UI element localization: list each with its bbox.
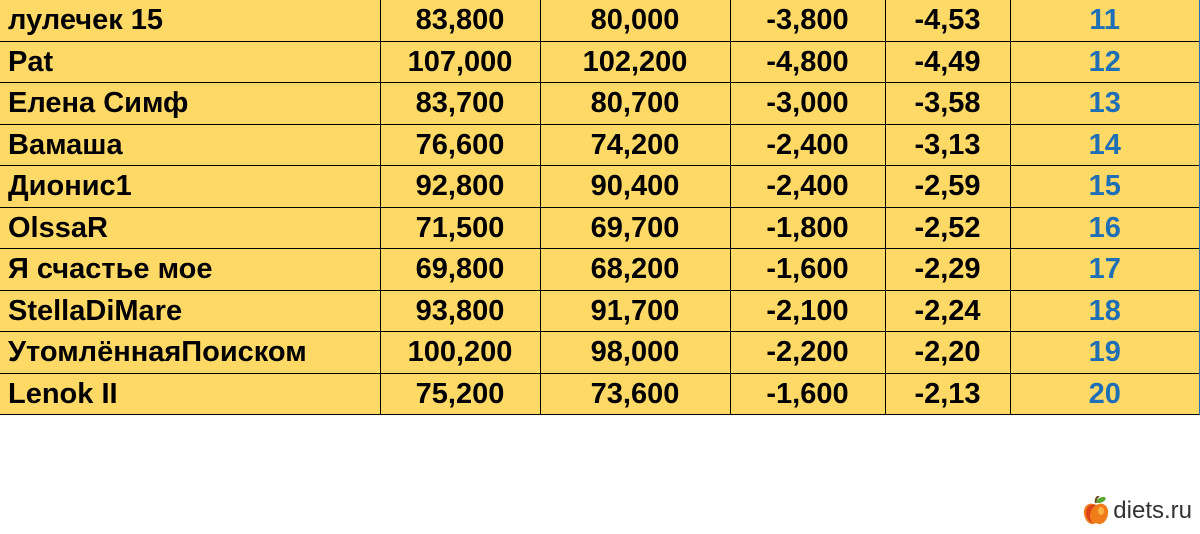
start-weight: 83,800 [380,0,540,41]
participant-name: Дионис1 [0,166,380,208]
current-weight: 102,200 [540,41,730,83]
weight-difference: -4,800 [730,41,885,83]
percent-change: -2,52 [885,207,1010,249]
current-weight: 90,400 [540,166,730,208]
place-number: 11 [1010,0,1200,41]
weight-difference: -1,600 [730,373,885,415]
weight-difference: -2,400 [730,124,885,166]
logo-text: diets.ru [1113,497,1192,524]
weight-difference: -1,600 [730,249,885,291]
apple-icon [1083,496,1109,526]
table-row [0,290,1200,332]
weight-difference: -3,000 [730,83,885,125]
weight-difference: -2,200 [730,332,885,374]
percent-change: -4,53 [885,0,1010,41]
table-row [0,41,1200,83]
percent-change: -3,58 [885,83,1010,125]
participant-name: Lenok II [0,373,380,415]
participant-name: Я счастье мое [0,249,380,291]
weight-difference: -1,800 [730,207,885,249]
current-weight: 80,000 [540,0,730,41]
table-row [0,207,1200,249]
percent-change: -2,59 [885,166,1010,208]
start-weight: 83,700 [380,83,540,125]
current-weight: 91,700 [540,290,730,332]
weight-difference: -2,400 [730,166,885,208]
start-weight: 71,500 [380,207,540,249]
start-weight: 107,000 [380,41,540,83]
table-row [0,124,1200,166]
place-number: 13 [1010,83,1200,125]
participant-name: Pat [0,41,380,83]
percent-change: -2,29 [885,249,1010,291]
weight-difference: -3,800 [730,0,885,41]
weight-difference: -2,100 [730,290,885,332]
place-number: 15 [1010,166,1200,208]
diets-ru-logo [1083,496,1192,526]
table-row [0,83,1200,125]
current-weight: 68,200 [540,249,730,291]
table-row [0,166,1200,208]
participant-name: Елена Симф [0,83,380,125]
percent-change: -2,13 [885,373,1010,415]
current-weight: 69,700 [540,207,730,249]
place-number: 17 [1010,249,1200,291]
place-number: 16 [1010,207,1200,249]
place-number: 18 [1010,290,1200,332]
current-weight: 98,000 [540,332,730,374]
percent-change: -3,13 [885,124,1010,166]
place-number: 20 [1010,373,1200,415]
participant-name: лулечек 15 [0,0,380,41]
start-weight: 69,800 [380,249,540,291]
percent-change: -4,49 [885,41,1010,83]
current-weight: 73,600 [540,373,730,415]
participant-name: OlssaR [0,207,380,249]
participant-name: УтомлённаяПоиском [0,332,380,374]
participant-name: Вамаша [0,124,380,166]
current-weight: 74,200 [540,124,730,166]
start-weight: 75,200 [380,373,540,415]
participant-name: StellaDiMare [0,290,380,332]
percent-change: -2,20 [885,332,1010,374]
table-row [0,0,1200,41]
place-number: 14 [1010,124,1200,166]
place-number: 19 [1010,332,1200,374]
place-number: 12 [1010,41,1200,83]
table-row [0,249,1200,291]
percent-change: -2,24 [885,290,1010,332]
table-row [0,332,1200,374]
start-weight: 92,800 [380,166,540,208]
start-weight: 76,600 [380,124,540,166]
start-weight: 93,800 [380,290,540,332]
table-row [0,373,1200,415]
current-weight: 80,700 [540,83,730,125]
start-weight: 100,200 [380,332,540,374]
